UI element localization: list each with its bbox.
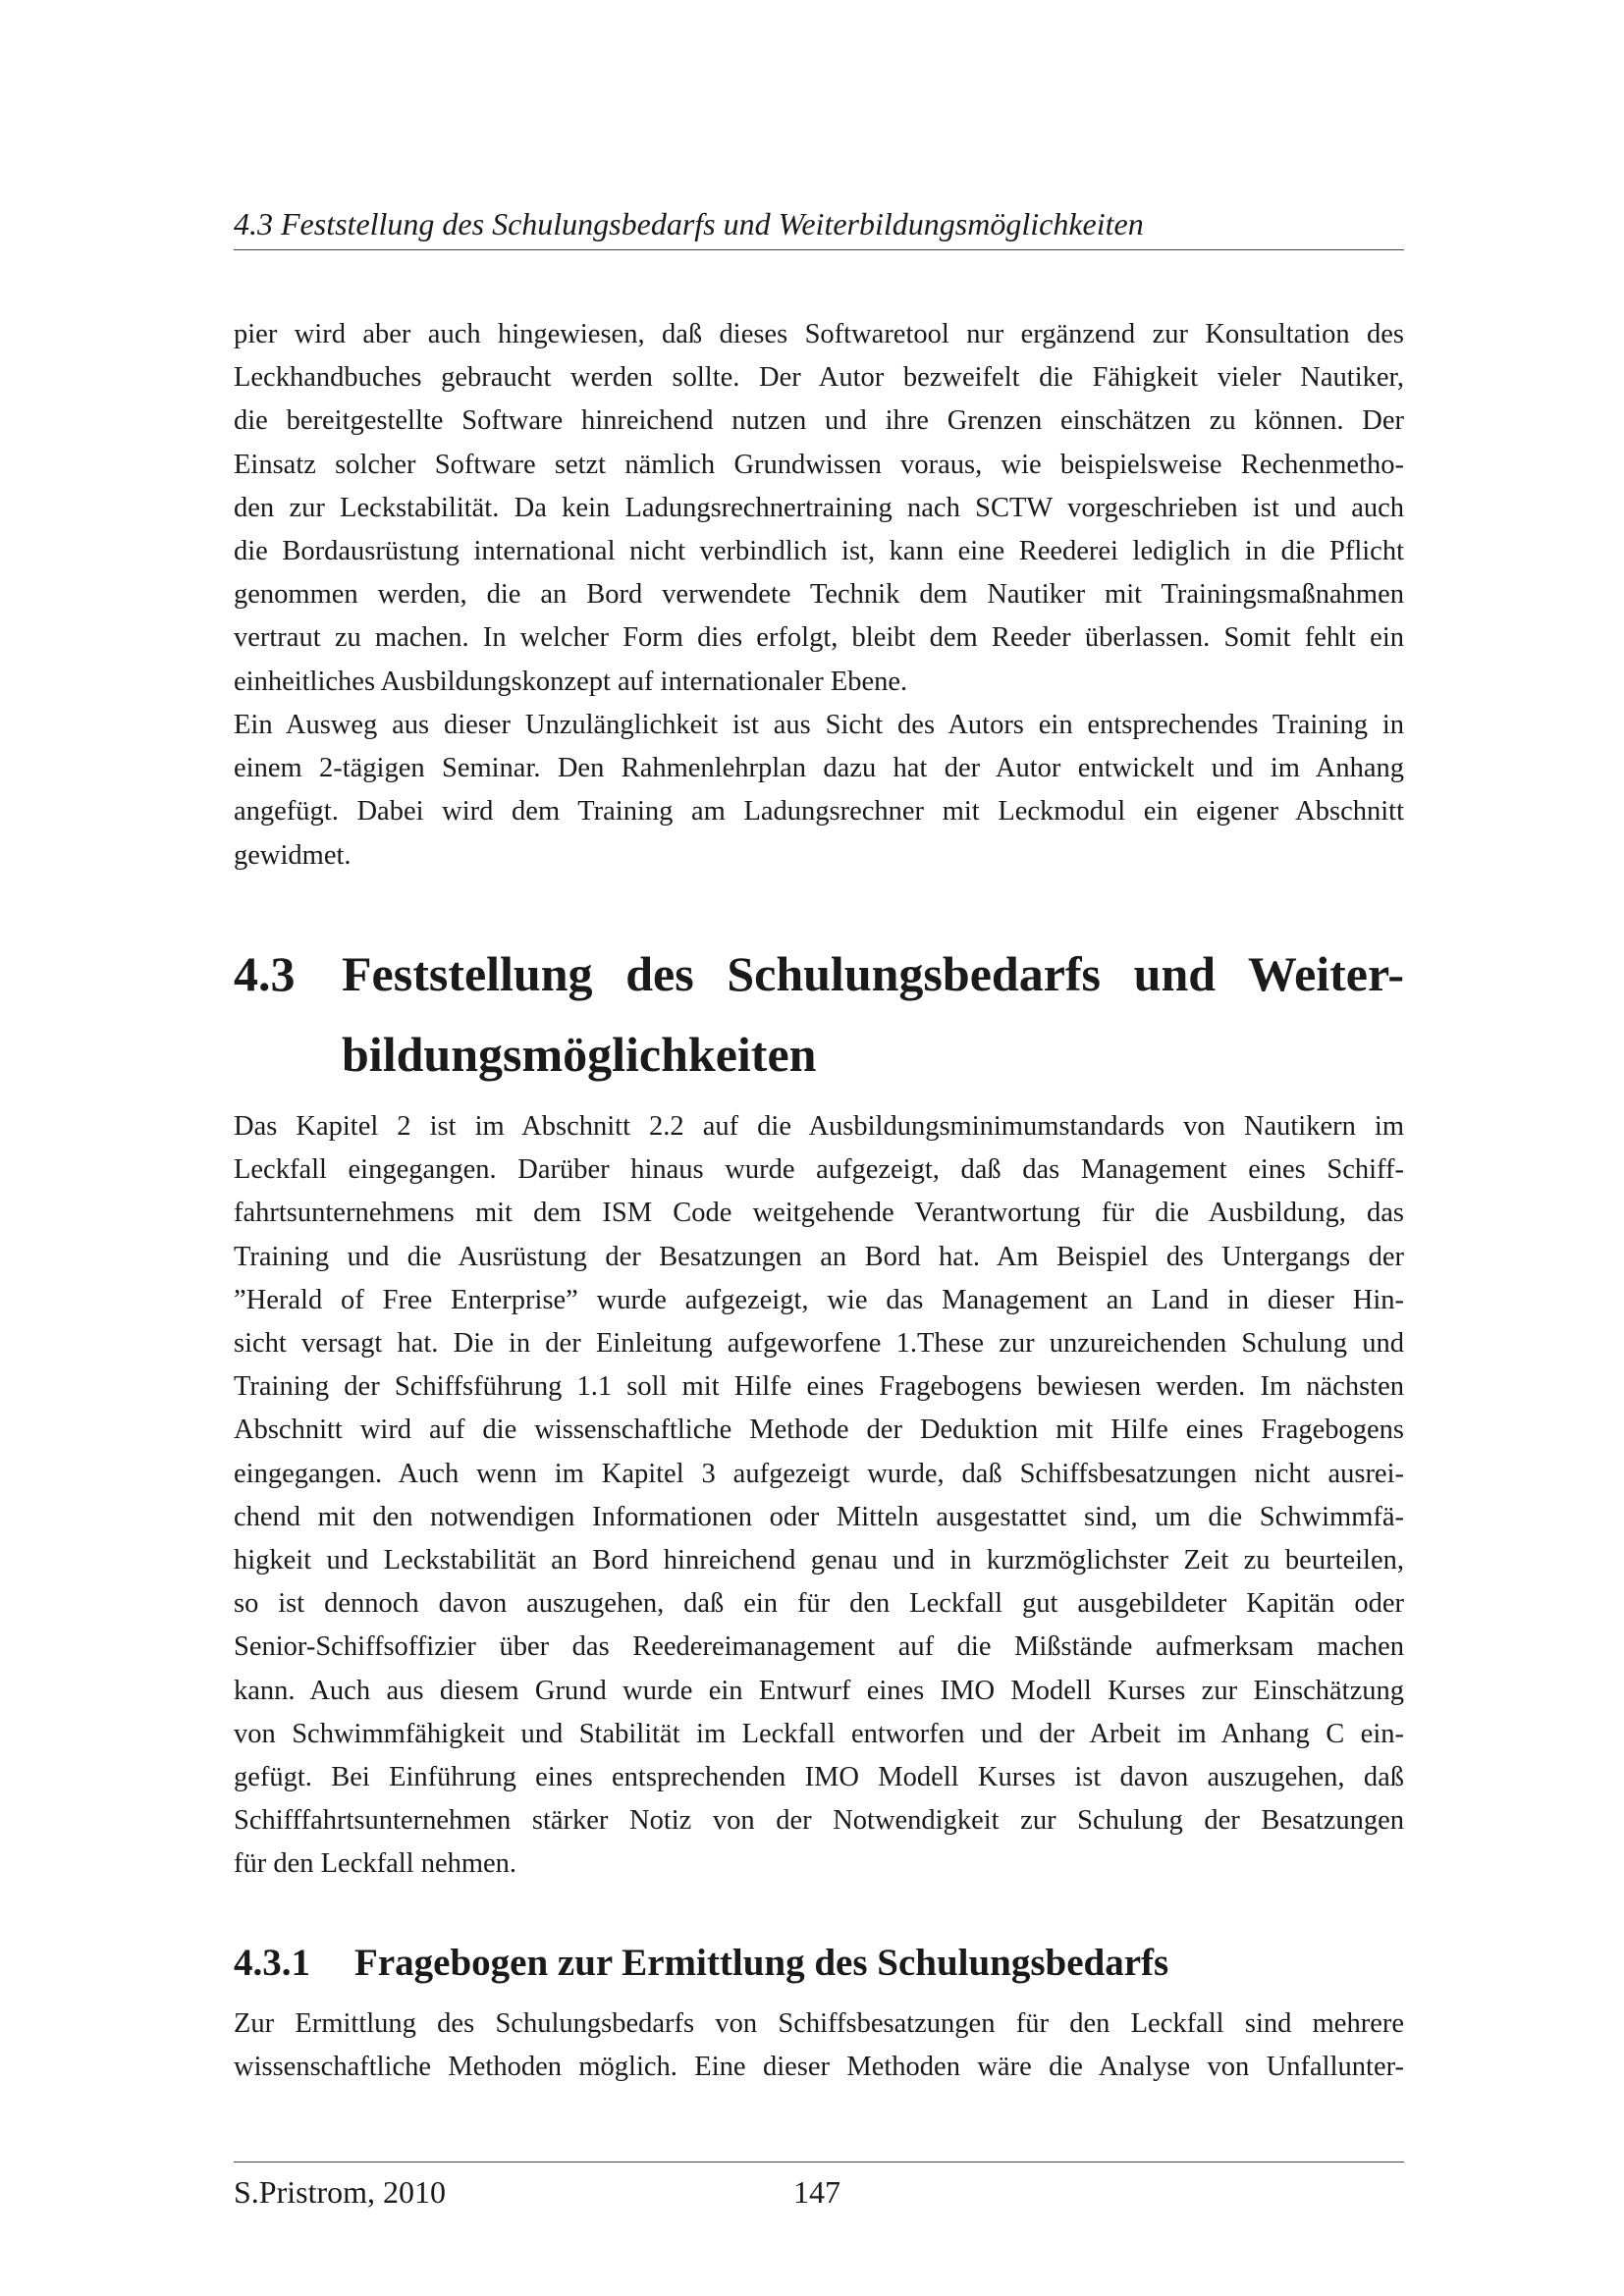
text-line: Das Kapitel 2 ist im Abschnitt 2.2 auf die Ausbildungsminimumstandards von Nautikern im [234, 1111, 1404, 1142]
header-rule [234, 249, 1404, 250]
section-title [342, 934, 1404, 1095]
text-line: kann. Auch aus diesem Grund wurde ein Entwurf eines IMO Modell Kurses zur Einschätzung [234, 1675, 1404, 1706]
section-number: 4.3 [234, 946, 296, 1001]
text-line: einheitliches Ausbildungskonzept auf internationaler Ebene. [234, 666, 908, 697]
paragraph-chapter-summary [234, 1105, 1404, 1887]
text-line: Leckfall eingegangen. Darüber hinaus wurde aufgezeigt, daß das Management eines Schiff- [234, 1154, 1404, 1186]
text-line: chend mit den notwendigen Informationen oder Mitteln ausgestattet sind, um die Schwimmfä- [234, 1501, 1404, 1532]
text-line: Einsatz solcher Software setzt nämlich Grundwissen voraus, wie beispielsweise Rechenmetho- [234, 449, 1404, 480]
text-line: Training und die Ausrüstung der Besatzungen an Bord hat. Am Beispiel des Untergangs der [234, 1241, 1404, 1272]
text-line: wissenschaftliche Methoden möglich. Eine dieser Methoden wäre die Analyse von Unfallunter- [234, 2052, 1404, 2083]
text-line: vertraut zu machen. In welcher Form dies erfolgt, bleibt dem Reeder überlassen. Somit fehlt ein [234, 622, 1404, 654]
text-line: den zur Leckstabilität. Da kein Ladungsrechnertraining nach SCTW vorgeschrieben ist und auch [234, 492, 1404, 523]
text-line: Abschnitt wird auf die wissenschaftliche Methode der Deduktion mit Hilfe eines Fragebogens [234, 1415, 1404, 1446]
text-line: die Bordausrüstung international nicht verbindlich ist, kann eine Reederei lediglich in die Pflicht [234, 536, 1404, 567]
footer-author: S.Pristrom, 2010 [234, 2174, 447, 2210]
subsection-heading [234, 1939, 1404, 1988]
page-number: 147 [793, 2174, 840, 2210]
text-line: Zur Ermittlung des Schulungsbedarfs von Schiffsbesatzungen für den Leckfall sind mehrere [234, 2008, 1404, 2039]
subsection-title: Fragebogen zur Ermittlung des Schulungsbedarfs [354, 1942, 1169, 1984]
paragraph-seminar [234, 704, 1404, 878]
text-line: fahrtsunternehmens mit dem ISM Code weitgehende Verantwortung für die Ausbildung, das [234, 1198, 1404, 1229]
text-line: genommen werden, die an Bord verwendete Technik dem Nautiker mit Trainingsmaßnahmen [234, 579, 1404, 611]
text-line: Training der Schiffsführung 1.1 soll mit Hilfe eines Fragebogens bewiesen werden. Im nächsten [234, 1371, 1404, 1403]
text-line: gefügt. Bei Einführung eines entsprechenden IMO Modell Kurses ist davon auszugehen, daß [234, 1762, 1404, 1793]
text-line: higkeit und Leckstabilität an Bord hinreichend genau und in kurzmöglichster Zeit zu beurteilen, [234, 1545, 1404, 1576]
text-line: Leckhandbuches gebraucht werden sollte. Der Autor bezweifelt die Fähigkeit vieler Nautiker, [234, 362, 1404, 394]
paragraph-methods [234, 2002, 1404, 2089]
text-line: pier wird aber auch hingewiesen, daß dieses Softwaretool nur ergänzend zur Konsultation des [234, 319, 1404, 349]
subsection-number: 4.3.1 [234, 1942, 310, 1984]
text-line: sicht versagt hat. Die in der Einleitung aufgeworfene 1.These zur unzureichenden Schulung und [234, 1328, 1404, 1360]
text-line: Schifffahrtsunternehmen stärker Notiz von der Notwendigkeit zur Schulung der Besatzungen [234, 1805, 1404, 1837]
text-line: so ist dennoch davon auszugehen, daß ein für den Leckfall gut ausgebildeter Kapitän oder [234, 1588, 1404, 1620]
paragraph-software-tool [234, 313, 1404, 704]
text-line: Ein Ausweg aus dieser Unzulänglichkeit ist aus Sicht des Autors ein entsprechendes Training in [234, 710, 1404, 740]
section-title-line: bildungsmöglichkeiten [342, 1027, 817, 1082]
text-line: angefügt. Dabei wird dem Training am Ladungsrechner mit Leckmodul ein eigener Abschnitt [234, 796, 1404, 828]
text-line: eingegangen. Auch wenn im Kapitel 3 aufgezeigt wurde, daß Schiffsbesatzungen nicht ausrei- [234, 1458, 1404, 1489]
text-line: die bereitgestellte Software hinreichend nutzen und ihre Grenzen einschätzen zu können. Der [234, 405, 1404, 437]
section-title-line: Feststellung des Schulungsbedarfs und Weiter- [342, 946, 1404, 1001]
text-line: Senior-Schiffsoffizier über das Reedereimanagement auf die Mißstände aufmerksam machen [234, 1631, 1404, 1663]
text-line: von Schwimmfähigkeit und Stabilität im Leckfall entworfen und der Arbeit im Anhang C ein- [234, 1718, 1404, 1749]
running-head: 4.3 Feststellung des Schulungsbedarfs und Weiterbildungsmöglichkeiten [234, 206, 1144, 241]
text-line: ”Herald of Free Enterprise” wurde aufgezeigt, wie das Management an Land in dieser Hin- [234, 1284, 1404, 1315]
text-line: für den Leckfall nehmen. [234, 1848, 517, 1880]
section-heading [234, 934, 1404, 1095]
text-line: gewidmet. [234, 839, 352, 871]
text-line: einem 2-tägigen Seminar. Den Rahmenlehrplan dazu hat der Autor entwickelt und im Anhang [234, 753, 1404, 784]
footer-rule [234, 2162, 1404, 2163]
